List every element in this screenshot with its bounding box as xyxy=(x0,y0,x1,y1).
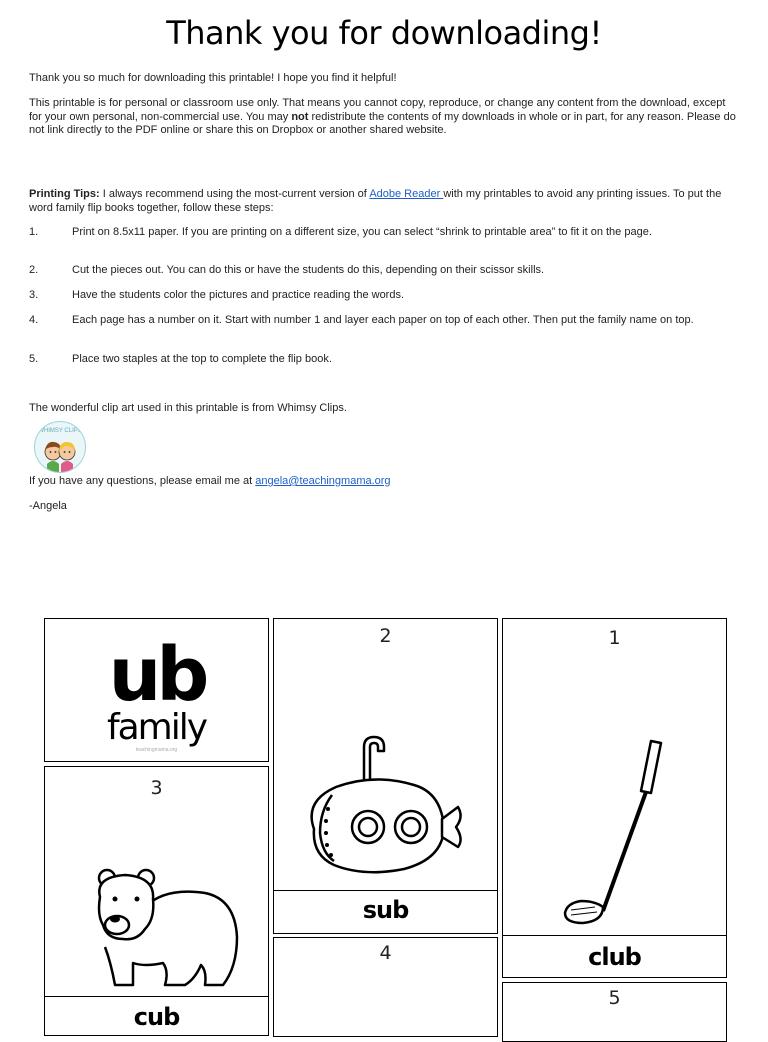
word-divider xyxy=(503,935,726,936)
family-label: family xyxy=(106,707,207,748)
submarine-icon xyxy=(274,729,499,879)
step-number: 3. xyxy=(29,289,39,301)
step-number: 1. xyxy=(29,226,39,238)
email-link[interactable]: angela@teachingmama.org xyxy=(255,475,391,487)
usage-text-1: This printable is for personal or classroom use only. That means you cannot copy, reproduce, or change any content from the download, except for your own personal, non-commercial use. You may xyxy=(29,97,726,123)
contact-text: If you have any questions, please email me at xyxy=(29,475,256,487)
step-text: Have the students color the pictures and practice reading the words. xyxy=(72,289,405,301)
card-number: 3 xyxy=(150,777,163,799)
title-card xyxy=(44,618,269,762)
step-text: Cut the pieces out. You can do this or have the students do this, depending on their scissor skills. xyxy=(72,264,545,276)
step-number: 5. xyxy=(29,353,39,365)
contact-line xyxy=(29,475,741,489)
card-5 xyxy=(502,982,727,1042)
card-word: sub xyxy=(362,896,409,924)
card-number: 5 xyxy=(608,987,621,1009)
card-4 xyxy=(273,937,498,1037)
card-number: 1 xyxy=(608,627,621,649)
step-text: Each page has a number on it. Start with number 1 and layer each paper on top of each other. Then put the family name on top. xyxy=(72,314,694,326)
step-text: Place two staples at the top to complete the flip book. xyxy=(72,353,332,365)
usage-bold: not xyxy=(291,110,309,123)
card-sub xyxy=(273,618,498,934)
usage-paragraph xyxy=(29,97,741,138)
word-divider xyxy=(274,890,497,891)
logo-text: WHIMSY CLIPS xyxy=(38,428,82,434)
card-number: 2 xyxy=(379,625,392,647)
card-word: club xyxy=(588,943,641,971)
card-url: teachingmama.org xyxy=(135,747,178,753)
step-number: 2. xyxy=(29,264,39,276)
card-club xyxy=(502,618,727,978)
intro-text: Thank you so much for downloading this printable! I hope you find it helpful! xyxy=(29,72,397,84)
card-cub xyxy=(44,766,269,1036)
usage-text-2: redistribute the contents of my downloads in whole or in part, for any reason. Please do not link directly to the PDF online or share this on Dropbox or another shared website. xyxy=(29,110,736,136)
bear-icon xyxy=(45,867,270,997)
adobe-reader-link[interactable]: Adobe Reader xyxy=(369,188,444,200)
kids-icon xyxy=(35,422,85,472)
page-title: Thank you for downloading! xyxy=(166,14,602,52)
word-divider xyxy=(45,996,268,997)
step-text: Print on 8.5x11 paper. If you are printing on a different size, you can select “shrink to printable area” to fit it on the page. xyxy=(72,226,652,238)
card-word: cub xyxy=(133,1003,180,1031)
printing-tips-paragraph xyxy=(29,188,741,215)
clipart-credit: The wonderful clip art used in this printable is from Whimsy Clips. xyxy=(29,402,347,414)
golf-club-icon xyxy=(503,735,728,935)
printing-tips-text-2: with my printables to avoid any printing issues. To put the word family flip books together, follow these steps: xyxy=(29,188,722,214)
step-number: 4. xyxy=(29,314,39,326)
printing-tips-text: I always recommend using the most-current version of xyxy=(99,188,370,200)
card-number: 4 xyxy=(379,942,392,964)
signature: -Angela xyxy=(29,500,67,512)
word-family-title: ub xyxy=(108,632,205,718)
whimsy-clips-logo xyxy=(34,421,86,473)
printing-tips-label: Printing Tips: xyxy=(29,188,100,200)
